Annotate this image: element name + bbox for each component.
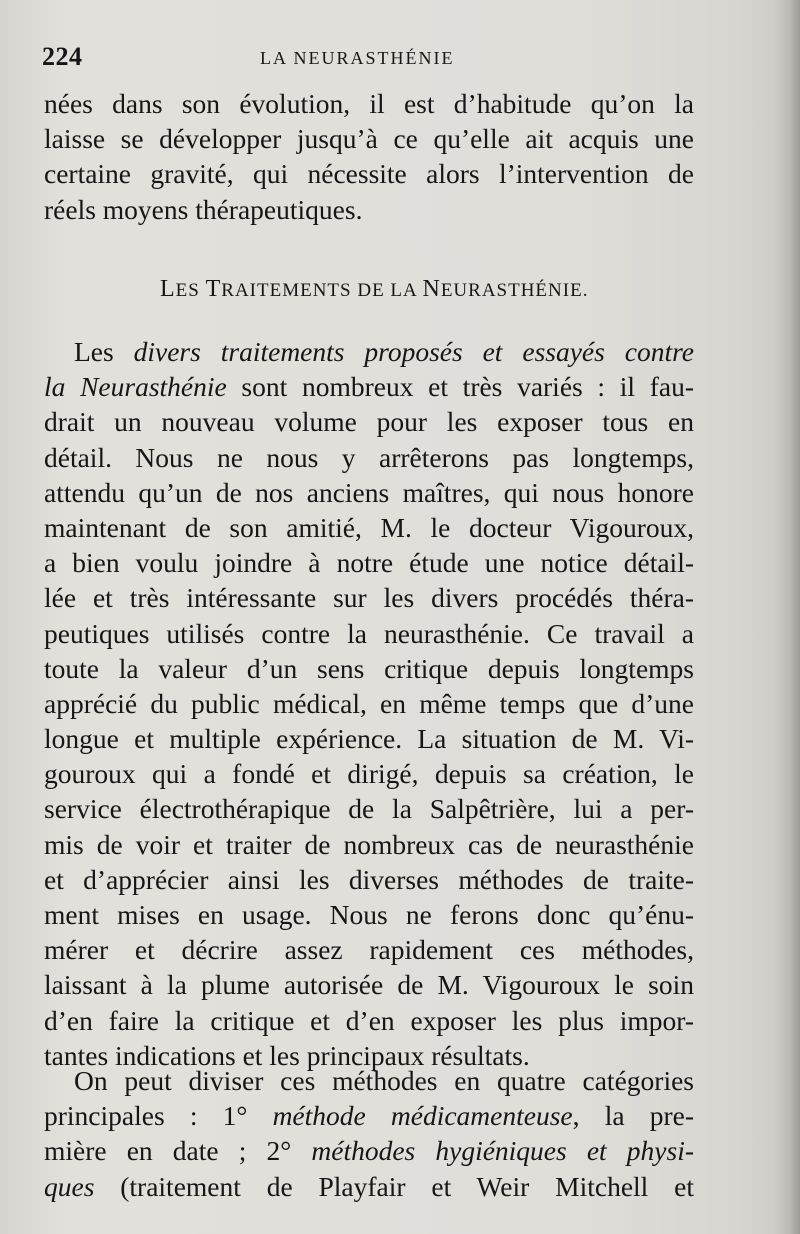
text-line: réels moyens thérapeutiques. bbox=[44, 193, 363, 225]
text-line: gouroux qui a fondé et dirigé, depuis sa création, le bbox=[44, 758, 694, 790]
intro-paragraph bbox=[44, 86, 694, 227]
text-line: apprécié du public médical, en même temps que d’une bbox=[44, 687, 694, 719]
page-edge-shadow bbox=[774, 0, 800, 1234]
text-line: nées dans son évolution, il est d’habitude qu’on la bbox=[44, 88, 694, 119]
paragraph-2 bbox=[44, 1063, 694, 1204]
text-line: ment mises en usage. Nous ne ferons donc qu’énu- bbox=[44, 899, 694, 930]
paragraph-1 bbox=[44, 334, 694, 1073]
section-title: LES TRAITEMENTS DE LA NEURASTHÉNIE. bbox=[160, 276, 589, 302]
text-line: laisse se développer jusqu’à ce qu’elle ait acquis une bbox=[44, 123, 694, 155]
text-line: lée et très intéressante sur les divers procédés théra- bbox=[44, 582, 694, 614]
text-line: longue et multiple expérience. La situation de M. Vi- bbox=[44, 723, 694, 755]
text-line: mière en date ; 2° méthodes hygiéniques et physi- bbox=[44, 1135, 695, 1167]
text-line: maintenant de son amitié, M. le docteur Vigouroux, bbox=[44, 511, 694, 543]
text-line: Les divers traitements proposés et essayés contre bbox=[74, 336, 694, 367]
text-line: drait un nouveau volume pour les exposer tous en bbox=[44, 406, 694, 438]
text-line: mis de voir et traiter de nombreux cas de neurasthénie bbox=[44, 828, 694, 860]
text-line: toute la valeur d’un sens critique depuis longtemps bbox=[44, 652, 694, 684]
text-line: On peut diviser ces méthodes en quatre catégories bbox=[74, 1065, 694, 1096]
text-line: la Neurasthénie sont nombreux et très variés : il fau- bbox=[44, 371, 694, 403]
text-line: attendu qu’un de nos anciens maîtres, qui nous honore bbox=[44, 476, 694, 508]
text-line: certaine gravité, qui nécessite alors l’intervention de bbox=[44, 158, 694, 190]
text-line: service électrothérapique de la Salpêtrière, lui a per- bbox=[44, 793, 694, 825]
text-line: détail. Nous ne nous y arrêterons pas longtemps, bbox=[44, 441, 694, 473]
running-head: LA NEURASTHÉNIE bbox=[260, 48, 455, 68]
text-line: peutiques utilisés contre la neurasthénie. Ce travail a bbox=[44, 617, 694, 649]
text-line: tantes indications et les principaux résultats. bbox=[44, 1039, 530, 1071]
text-line: ques (traitement de Playfair et Weir Mitchell et bbox=[44, 1170, 694, 1202]
text-line: mérer et décrire assez rapidement ces méthodes, bbox=[44, 934, 694, 966]
page-number: 224 bbox=[42, 42, 83, 71]
text-line: principales : 1° méthode médicamenteuse, la pre- bbox=[44, 1100, 694, 1132]
text-line: et d’apprécier ainsi les diverses méthodes de traite- bbox=[44, 863, 694, 895]
page-header bbox=[42, 42, 692, 78]
text-line: d’en faire la critique et d’en exposer les plus impor- bbox=[44, 1004, 694, 1036]
text-line: a bien voulu joindre à notre étude une notice détail- bbox=[44, 547, 694, 579]
text-line: laissant à la plume autorisée de M. Vigouroux le soin bbox=[44, 969, 694, 1001]
